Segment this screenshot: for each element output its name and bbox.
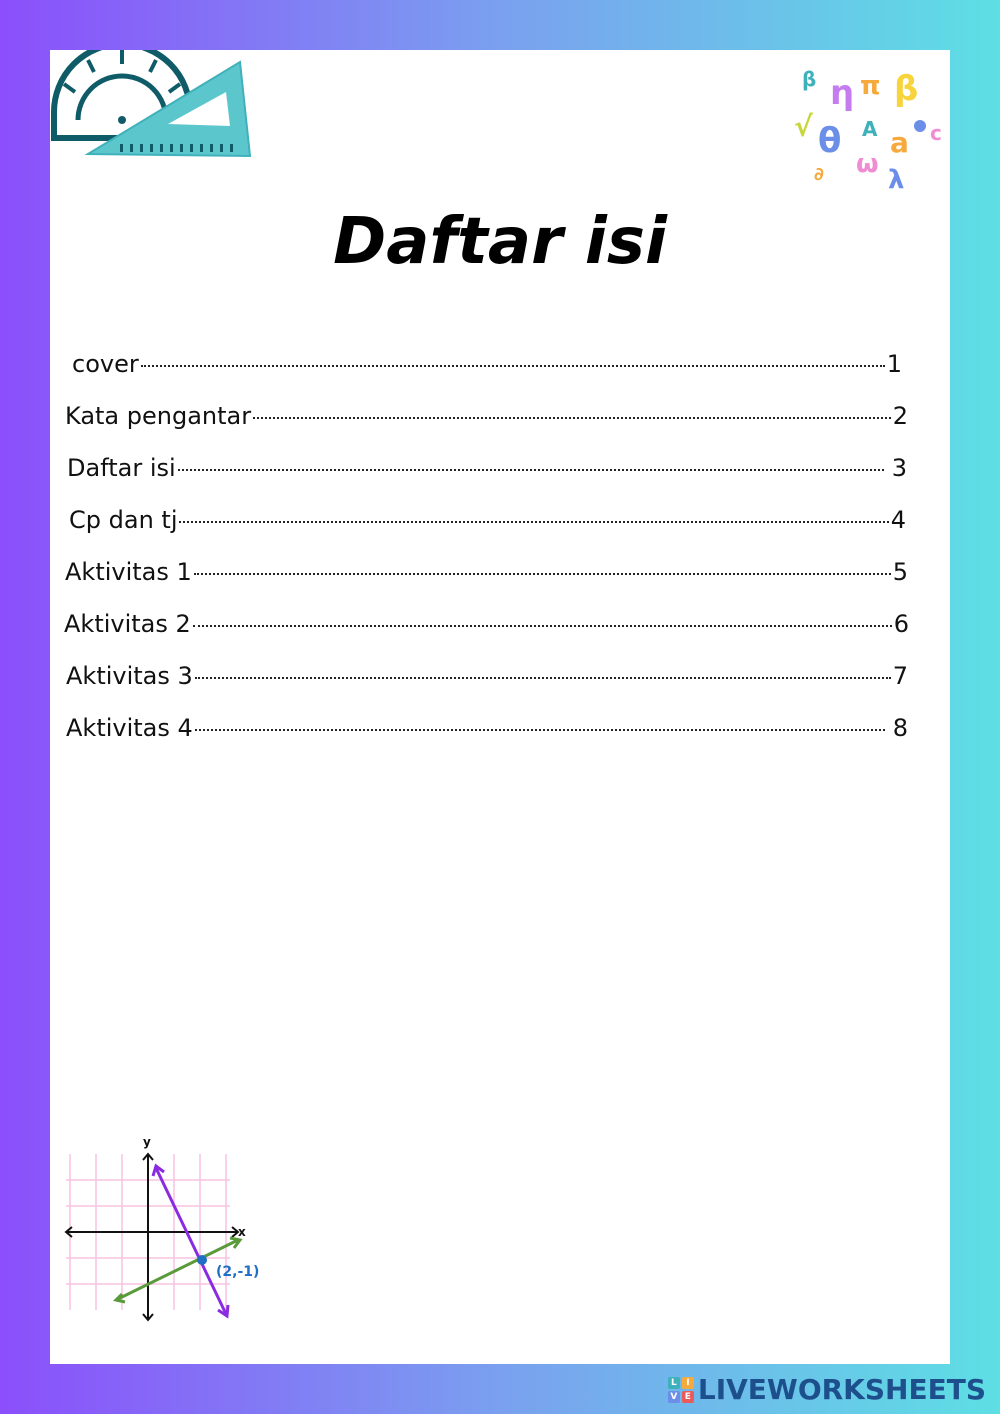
toc-item-page: 1: [886, 350, 902, 378]
greek-omega-icon: ω: [856, 149, 879, 179]
toc-dot-leader: [253, 417, 891, 419]
greek-beta-icon: β: [894, 69, 919, 109]
graph-x-label: x: [238, 1225, 246, 1239]
toc-dot-leader: [178, 469, 884, 471]
greek-letters-icon: [790, 60, 950, 195]
worksheet-page: [50, 50, 950, 1364]
graph-y-label: y: [143, 1135, 151, 1149]
toc-item-cover: [72, 350, 902, 384]
toc-item-page: 6: [893, 610, 909, 638]
dot-icon: [914, 120, 926, 132]
toc-item-aktivitas-4: [66, 714, 908, 748]
greek-alpha-upper-icon: A: [862, 117, 878, 141]
brand-name: LIVEWORKSHEETS: [697, 1373, 986, 1406]
page-title: Daftar isi: [333, 205, 667, 279]
toc-item-page: 3: [891, 454, 907, 482]
toc-item-label: Cp dan tj: [69, 506, 178, 534]
greek-delta-icon: ∂: [814, 164, 824, 185]
toc-dot-leader: [141, 365, 885, 367]
toc-item-label: cover: [72, 350, 139, 378]
toc-item-aktivitas-1: [65, 558, 908, 592]
greek-beta-small-icon: β: [802, 67, 817, 91]
liveworksheets-logo: [668, 1373, 986, 1406]
toc-dot-leader: [193, 625, 892, 627]
toc-item-cp-dan-tj: [69, 506, 906, 540]
toc-item-kata-pengantar: [65, 402, 908, 436]
toc-dot-leader: [194, 573, 891, 575]
toc-dot-leader: [195, 677, 891, 679]
toc-item-label: Aktivitas 2: [64, 610, 191, 638]
letter-c-icon: c: [930, 121, 942, 145]
coordinate-graph-icon: [60, 1130, 270, 1330]
toc-item-page: 8: [892, 714, 908, 742]
greek-theta-icon: θ: [818, 121, 842, 161]
greek-a-icon: a: [890, 126, 909, 159]
toc-item-page: 2: [892, 402, 908, 430]
toc-item-page: 5: [892, 558, 908, 586]
toc-dot-leader: [195, 729, 885, 731]
toc-item-aktivitas-3: [66, 662, 908, 696]
toc-item-page: 4: [890, 506, 906, 534]
toc-dot-leader: [179, 521, 888, 523]
graph-point-label: (2,-1): [216, 1264, 260, 1280]
toc-item-label: Aktivitas 3: [66, 662, 193, 690]
toc-item-page: 7: [892, 662, 908, 690]
toc-item-label: Aktivitas 1: [65, 558, 192, 586]
toc-item-label: Kata pengantar: [65, 402, 252, 430]
toc-item-daftar-isi: [67, 454, 907, 488]
greek-eta-icon: η: [830, 73, 855, 113]
toc-item-label: Daftar isi: [67, 454, 176, 482]
toc-item-aktivitas-2: [64, 610, 909, 644]
protractor-ruler-icon: [50, 50, 255, 160]
liveworksheets-logo-icon: L I V E: [668, 1377, 694, 1403]
greek-lambda-icon: λ: [888, 165, 905, 195]
greek-pi-icon: π: [860, 71, 881, 101]
toc-item-label: Aktivitas 4: [66, 714, 193, 742]
sqrt-icon: √: [794, 110, 813, 143]
